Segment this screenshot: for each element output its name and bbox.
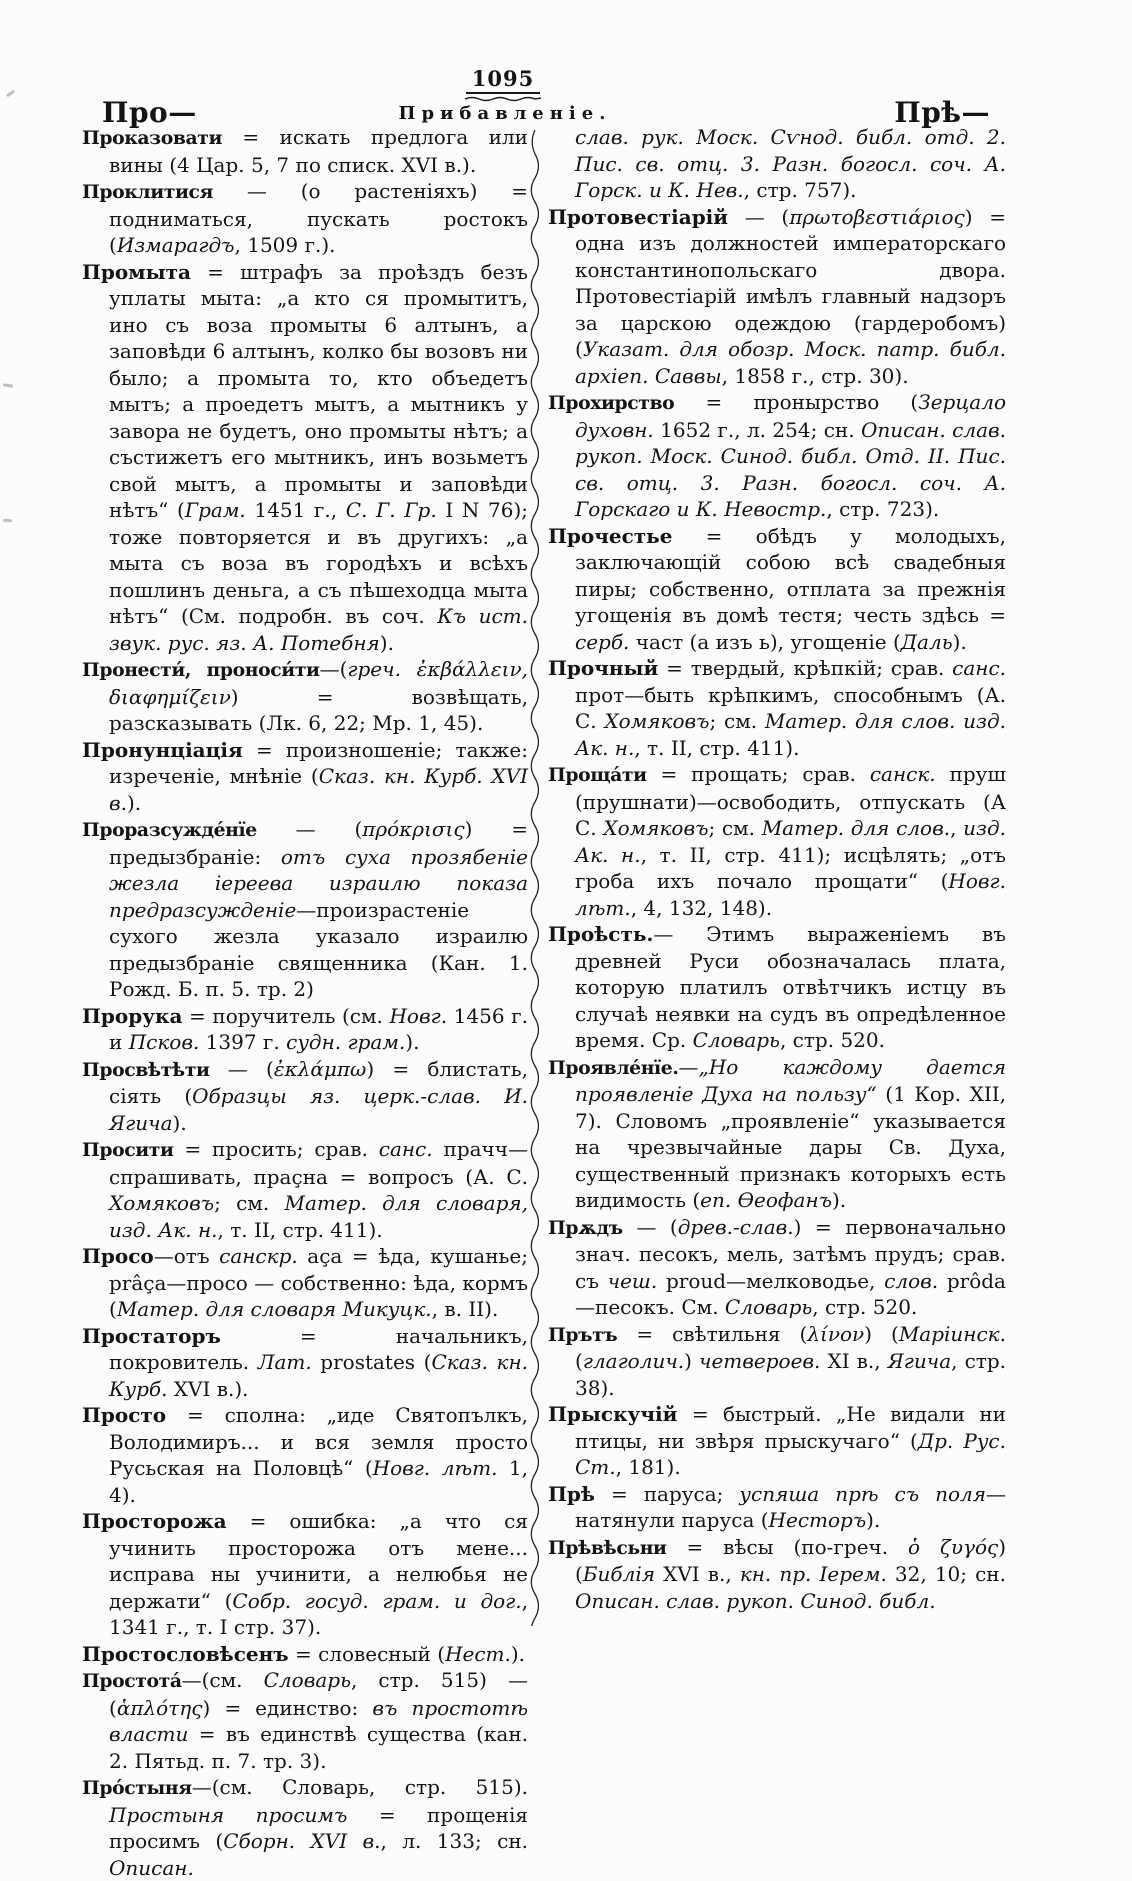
- dictionary-entry: [82, 1508, 528, 1641]
- entry-text: —(см. Словарь, стр. 515).: [191, 1775, 528, 1799]
- entry-text: —натянули паруса (: [575, 1481, 1006, 1532]
- entry-text: ) = первоначально знач. песокъ, мель, затѣмъ прудъ; срав. съ: [575, 1214, 1006, 1293]
- dictionary-entry: [82, 178, 528, 259]
- entry-text: 1456 г. и: [109, 1003, 528, 1054]
- entry-text: XVI в.,: [654, 1562, 740, 1586]
- entry-text: Несторъ: [768, 1508, 867, 1532]
- entry-headword: Прѫдъ: [548, 1216, 623, 1239]
- dictionary-entry: [548, 204, 1006, 390]
- entry-text: отъ суха прозябеніе жезла іереева израилю показа предразсужденіе: [109, 844, 528, 922]
- entry-text: серб.: [575, 629, 630, 654]
- entry-text: = въ единствѣ существа (кан. 2. Пятьд. п. 7. тр. 3).: [109, 1722, 528, 1773]
- entry-text: XVI в.).: [167, 1376, 249, 1401]
- entry-text: , стр. 520.: [779, 1028, 885, 1052]
- entry-headword: Пронести́, проноси́ти: [82, 659, 320, 681]
- entry-text: , в. II).: [431, 1297, 499, 1321]
- entry-text: Ягича: [887, 1349, 952, 1373]
- entry-text: успяша прѣ съ поля: [739, 1481, 986, 1506]
- entry-text: , т. II, стр. 411); исцѣлять; „отъ гроба ихъ почало прощати“ (: [575, 842, 1006, 893]
- dictionary-entry: [82, 259, 528, 657]
- entry-text: слав. рук. Моск. Сѵнод. библ. отд. 2. Пис. св. отц. 3. Разн. богосл. соч. А. Горск. и К. Нев.: [575, 125, 1006, 202]
- entry-text: Библія: [582, 1562, 655, 1586]
- scan-artifact: [3, 383, 13, 387]
- header-title: Прибавленіе.: [398, 103, 612, 124]
- entry-text: = поручитель (см.: [182, 1003, 390, 1028]
- dictionary-entry-continuation: [548, 124, 1006, 204]
- entry-text: 1, 4).: [109, 1456, 528, 1507]
- page-number: 1095: [466, 66, 540, 94]
- entry-text: кн. пр. Іерем.: [739, 1562, 887, 1586]
- entry-text: Образцы яз. церк.-слав. И. Ягича: [109, 1084, 528, 1135]
- entry-text: , т. II, стр. 411).: [634, 735, 800, 760]
- entry-text: πρωτοβεστιάριος: [789, 204, 965, 229]
- entry-text: , 181).: [615, 1455, 681, 1479]
- dictionary-entry: [82, 1774, 528, 1881]
- entry-text: ).: [405, 1030, 420, 1054]
- entry-text: , 1509 г.).: [234, 233, 336, 257]
- dictionary-entry: [82, 1667, 528, 1774]
- entry-text: —(: [319, 657, 348, 681]
- entry-text: изд. Ак. н.: [575, 816, 1006, 867]
- entry-text: = словесный (: [288, 1641, 446, 1666]
- entry-text: —: [678, 1054, 699, 1079]
- entry-headword: Прочестье: [548, 523, 673, 548]
- entry-text: I N 76); тоже повторяется и въ другихъ: „а мыта съ воза въ городѣхъ и всѣхъ пошлинъ деньга, а съ пѣшеходца мыта нѣтъ“ (См. подробн. въ соч.: [109, 498, 528, 628]
- entry-text: , стр. 515) — (: [109, 1668, 528, 1720]
- entry-headword: Прорука: [82, 1003, 183, 1028]
- entry-text: ) = единство:: [202, 1695, 373, 1720]
- dictionary-entry: [548, 1214, 1006, 1321]
- dictionary-entry: [548, 389, 1006, 523]
- entry-text: Хомяковъ: [109, 1191, 215, 1215]
- entry-text: Описан. слав. рукоп. Моск. Синод. библ. Отд. II. Пис. св. отц. 3. Разн. богосл. соч. А. Горскаго и К. Невостр.: [575, 417, 1006, 521]
- entry-text: ).: [952, 629, 967, 654]
- entry-text: = вѣсы (по-греч.: [666, 1534, 909, 1559]
- entry-text: , стр. 757).: [743, 178, 857, 202]
- entry-headword: Проѣсть.: [548, 922, 654, 946]
- entry-text: С. Г. Гр.: [345, 498, 437, 522]
- entry-text: Хомяковъ: [604, 709, 710, 733]
- entry-headword: Проклитися: [82, 181, 214, 203]
- entry-text: = ошибка: „а что ся учинить просторожа отъ мене... исправа ны учинити, а нелюбья не держати“ (: [109, 1509, 528, 1613]
- entry-text: = штрафъ за проѣздъ безъ уплаты мыта: „а кто ся промытитъ, ино съ воза промыты 6 алтынъ, а заповѣди 6 алтынъ, колко бы возовъ ни было; а промыта то, кто объедетъ мытъ; а проедетъ мытъ, а мытникъ у завора не будетъ, оно промыты нѣтъ; а състижетъ его мытникъ, инъ возьметъ свой мытъ, а промыты и заповѣди нѣтъ“ (: [109, 259, 528, 522]
- entry-text: глаголич.: [582, 1349, 685, 1373]
- entry-text: 32, 10; сн.: [886, 1562, 1006, 1586]
- header-left-keyword: Про—: [102, 96, 197, 129]
- entry-text: , 1341 г., т. I стр. 37).: [109, 1588, 528, 1639]
- entry-text: prostates (: [311, 1350, 432, 1374]
- entry-headword: Проявле́нїе.: [548, 1056, 679, 1079]
- entry-headword: Простословѣсенъ: [82, 1641, 289, 1666]
- entry-text: = пронырство (: [674, 390, 919, 414]
- entry-text: пруш (прушнати)—освободить, отпускать (А С.: [575, 762, 1006, 840]
- entry-text: Хомяковъ: [603, 816, 709, 840]
- entry-headword: Прътъ: [548, 1323, 618, 1346]
- entry-text: греч. ἐκβάλλειν, διαφημίζειν: [109, 657, 529, 709]
- entry-text: proud—мелководье,: [657, 1268, 885, 1293]
- dictionary-entry: [548, 1401, 1006, 1481]
- dictionary-entry: [548, 1054, 1006, 1214]
- entry-text: ).: [127, 790, 142, 815]
- entry-text: ): [684, 1349, 699, 1373]
- dictionary-entry: [82, 1136, 528, 1243]
- scan-artifact: [3, 519, 12, 523]
- entry-text: Матер. для словаря Микуцк.: [116, 1297, 432, 1321]
- entry-text: = искать предлога или вины (4 Цар. 5, 7 по списк. XVI в.).: [109, 125, 528, 177]
- entry-text: 1652 г., л. 254; сн.: [653, 417, 861, 442]
- entry-text: = паруса;: [594, 1481, 740, 1506]
- entry-headword: Просити: [82, 1139, 174, 1161]
- entry-text: древ.-слав.: [677, 1214, 794, 1239]
- entry-text: ἐκλάμπω: [273, 1056, 367, 1081]
- entry-text: Матер. для слов. изд. Ак. н.: [575, 709, 1006, 760]
- entry-text: Маріинск.: [898, 1321, 1006, 1346]
- dictionary-entry: [82, 816, 528, 1003]
- entry-text: = обѣдъ у молодыхъ, заключающій собою всѣ свадебныя пиры; собственно, отплата за прежнія угощенія въ домѣ тестя; честь здѣсь =: [575, 523, 1006, 627]
- entry-text: (: [575, 1349, 583, 1373]
- dictionary-entry: [548, 1534, 1006, 1615]
- entry-headword: Прѣвѣсьни: [548, 1536, 667, 1559]
- entry-text: — (: [728, 204, 790, 229]
- entry-text: судн. грам.: [286, 1030, 406, 1054]
- entry-text: Псков.: [128, 1030, 200, 1054]
- entry-text: = быстрый. „Не видали ни птицы, ни звѣря прыскучаго“ (: [575, 1402, 1006, 1453]
- dictionary-entry: [548, 921, 1006, 1054]
- entry-text: —произрастеніе сухого жезла указало израилю предызбраніе священника (Кан. 1. Рожд. Б. п. 5. тр. 2): [109, 897, 528, 1001]
- entry-text: Сказ. кн. Курб. XVI в.: [109, 764, 529, 815]
- entry-text: Матер. для слов.: [761, 816, 951, 840]
- entry-text: чеш.: [607, 1268, 658, 1293]
- entry-text: ).: [379, 630, 394, 655]
- entry-text: = прощать; срав.: [646, 762, 870, 786]
- entry-headword: Протовестіарій: [548, 204, 729, 229]
- entry-text: Новг. лѣт.: [372, 1456, 498, 1480]
- entry-headword: Пронунціація: [82, 737, 243, 762]
- entry-text: Словарь: [263, 1668, 351, 1692]
- dictionary-entry: [82, 1323, 528, 1403]
- entry-text: Сборн. XVI в.: [223, 1829, 381, 1853]
- entry-text: Др. Рус. Ст.: [575, 1428, 1006, 1479]
- entry-text: Нест.: [445, 1641, 511, 1666]
- entry-text: prôda—песокъ. См.: [575, 1268, 1006, 1319]
- entry-text: Собр. госуд. грам. и дог.: [232, 1588, 522, 1613]
- entry-text: Къ ист. звук. рус. яз. А. Потебня: [109, 604, 528, 655]
- entry-text: ὁ ζυγός: [908, 1534, 999, 1559]
- entry-text: ἁπλότης: [116, 1695, 203, 1720]
- entry-text: = начальникъ, покровитель.: [109, 1323, 528, 1374]
- entry-text: πρόκρισις: [362, 817, 465, 841]
- entry-text: , стр. 723).: [826, 497, 940, 521]
- entry-text: въ простотѣ власти: [109, 1695, 528, 1746]
- entry-text: Даль: [900, 629, 953, 654]
- entry-text: = произношеніе; также: изреченіе, мнѣніе (: [109, 737, 528, 788]
- entry-text: —(см.: [181, 1668, 264, 1692]
- entry-text: санс.: [378, 1137, 433, 1161]
- entry-text: Измарагдъ: [116, 233, 235, 257]
- entry-text: ; см.: [708, 816, 762, 840]
- entry-text: —отъ: [153, 1244, 220, 1268]
- dictionary-entry: [548, 655, 1006, 761]
- entry-text: ).: [510, 1641, 526, 1666]
- entry-text: ) = возвѣщать, разсказывать (Лк. 6, 22; Мр. 1, 45).: [109, 684, 528, 735]
- entry-text: — (: [256, 817, 363, 841]
- entry-headword: Простота́: [82, 1670, 182, 1692]
- entry-headword: Промыта: [82, 259, 191, 284]
- entry-text: Новг.: [389, 1003, 448, 1028]
- entry-headword: Проказовати: [82, 127, 223, 149]
- right-column: [548, 124, 1006, 1614]
- entry-text: — (: [209, 1056, 274, 1081]
- entry-text: = свѣтильня (: [617, 1321, 808, 1346]
- entry-text: ) = одна изъ должностей императорскаго константинопольскаго двора. Протовестіарій имѣлъ главный надзоръ за царскою одеждою (гардеробомъ) (: [575, 204, 1006, 361]
- entry-text: санс.: [952, 656, 1006, 680]
- column-divider: [528, 130, 542, 1626]
- dictionary-entry: [82, 737, 528, 817]
- entry-text: , л. 133; сн.: [380, 1829, 529, 1853]
- entry-text: част (а изъ ь), угощеніе (: [629, 629, 901, 654]
- entry-headword: Прыскучій: [548, 1402, 678, 1426]
- header-right-keyword: Прѣ—: [894, 96, 990, 129]
- entry-text: = прощенія просимъ (: [109, 1802, 529, 1853]
- entry-headword: Проразсужде́нїе: [82, 819, 257, 841]
- dictionary-entry: [82, 1641, 528, 1668]
- entry-text: Описан.: [109, 1855, 194, 1880]
- entry-text: , 1858 г., стр. 30).: [721, 363, 909, 388]
- entry-text: λίνον: [807, 1321, 865, 1346]
- entry-text: Сказ. кн. Курб.: [109, 1350, 528, 1401]
- entry-text: Указат. для обозр. Моск. патр. библ. архіеп. Саввы: [575, 337, 1006, 388]
- dictionary-entry: [548, 1321, 1006, 1402]
- entry-text: слов.: [884, 1268, 939, 1293]
- dictionary-entry: [82, 124, 528, 178]
- entry-text: — Этимъ выраженіемъ въ древней Руси обозначалась плата, которую платилъ отвѣтчикъ истцу въ случаѣ неявки на судъ въ опредѣленное время. Ср.: [575, 922, 1006, 1052]
- entry-headword: Проща́ти: [548, 764, 647, 786]
- entry-text: = сполна: „иде Святопълкъ, Володимиръ... и вся земля просто Русьская на Половцѣ“ (: [109, 1403, 528, 1480]
- entry-text: Грам.: [184, 498, 246, 522]
- entry-text: ).: [866, 1508, 881, 1532]
- dictionary-entry: [548, 523, 1006, 656]
- entry-text: Зерцало духовн.: [575, 390, 1006, 442]
- entry-text: ; см.: [214, 1191, 285, 1215]
- entry-headword: Про́стыня: [82, 1777, 192, 1799]
- entry-headword: Прѣ: [548, 1481, 595, 1506]
- entry-text: Новг. лѣт.: [575, 869, 1006, 920]
- entry-text: аçа = ѣда, кушанье; prâça—просо — собственно: ѣда, кормъ (: [109, 1244, 528, 1321]
- entry-text: ) = блистать, сіять (: [109, 1056, 528, 1108]
- entry-text: прачч—спрашивать, праçна = вопросъ (А. С.: [109, 1137, 528, 1189]
- entry-text: 1397 г.: [199, 1030, 287, 1054]
- entry-text: ).: [831, 1188, 847, 1212]
- entry-text: Описан. слав. рукоп. Синод. библ.: [575, 1588, 936, 1613]
- entry-text: санскр.: [219, 1244, 298, 1268]
- dictionary-entry: [82, 656, 528, 737]
- entry-text: XI в.,: [820, 1349, 888, 1373]
- entry-text: ,: [950, 816, 964, 840]
- entry-text: , стр. 520.: [812, 1295, 918, 1319]
- entry-headword: Просо: [82, 1244, 154, 1268]
- entry-headword: Простаторъ: [82, 1323, 221, 1348]
- entry-text: Словарь: [724, 1295, 813, 1319]
- left-column: [82, 124, 528, 1881]
- entry-text: Матер. для словаря, изд. Ак. н.: [109, 1191, 528, 1242]
- entry-headword: Просвѣтѣти: [82, 1058, 210, 1081]
- entry-text: , т. II, стр. 411).: [217, 1217, 383, 1242]
- dictionary-entry: [82, 1402, 528, 1508]
- entry-headword: Прохирство: [548, 392, 675, 414]
- entry-text: — (о растеніяхъ) = подниматься, пускать ростокъ (: [109, 179, 528, 257]
- entry-text: санск.: [869, 762, 936, 786]
- dictionary-entry: [548, 761, 1006, 921]
- entry-text: Простыня просимъ: [109, 1802, 348, 1827]
- entry-text: четвероев.: [699, 1349, 821, 1373]
- entry-text: = просить; срав.: [173, 1137, 379, 1161]
- entry-text: ) (: [864, 1321, 899, 1346]
- entry-text: „Но каждому дается проявленіе Духа на пользу“: [575, 1054, 1006, 1106]
- dictionary-entry: [548, 1481, 1006, 1534]
- entry-text: 1451 г.,: [245, 498, 346, 522]
- entry-text: — (: [622, 1214, 678, 1239]
- entry-headword: Просторожа: [82, 1509, 227, 1533]
- entry-text: Лат.: [257, 1350, 312, 1374]
- dictionary-entry: [82, 1056, 528, 1137]
- dictionary-entry: [82, 1003, 528, 1056]
- dictionary-entry: [82, 1243, 528, 1323]
- entry-text: Словарь: [692, 1028, 780, 1052]
- entry-text: ) (: [575, 1534, 1006, 1586]
- entry-text: , стр. 38).: [575, 1349, 1006, 1400]
- entry-headword: Прочный: [548, 656, 659, 680]
- entry-text: , 4, 132, 148).: [630, 895, 773, 920]
- entry-text: ) = предызбраніе:: [109, 817, 528, 869]
- entry-text: ).: [172, 1110, 187, 1135]
- entry-headword: Просто: [82, 1403, 167, 1427]
- entry-text: прот—быть крѣпкимъ, способнымъ (А. С.: [575, 682, 1006, 733]
- entry-text: еп. Ѳеофанъ: [700, 1188, 832, 1212]
- entry-text: ; см.: [709, 709, 765, 733]
- entry-text: (1 Кор. XII, 7). Словомъ „проявленіе“ указывается на чрезвычайные дары Св. Духа, существенный признакъ которыхъ есть видимость (: [575, 1082, 1006, 1212]
- entry-text: = твердый, крѣпкій; срав.: [658, 656, 953, 680]
